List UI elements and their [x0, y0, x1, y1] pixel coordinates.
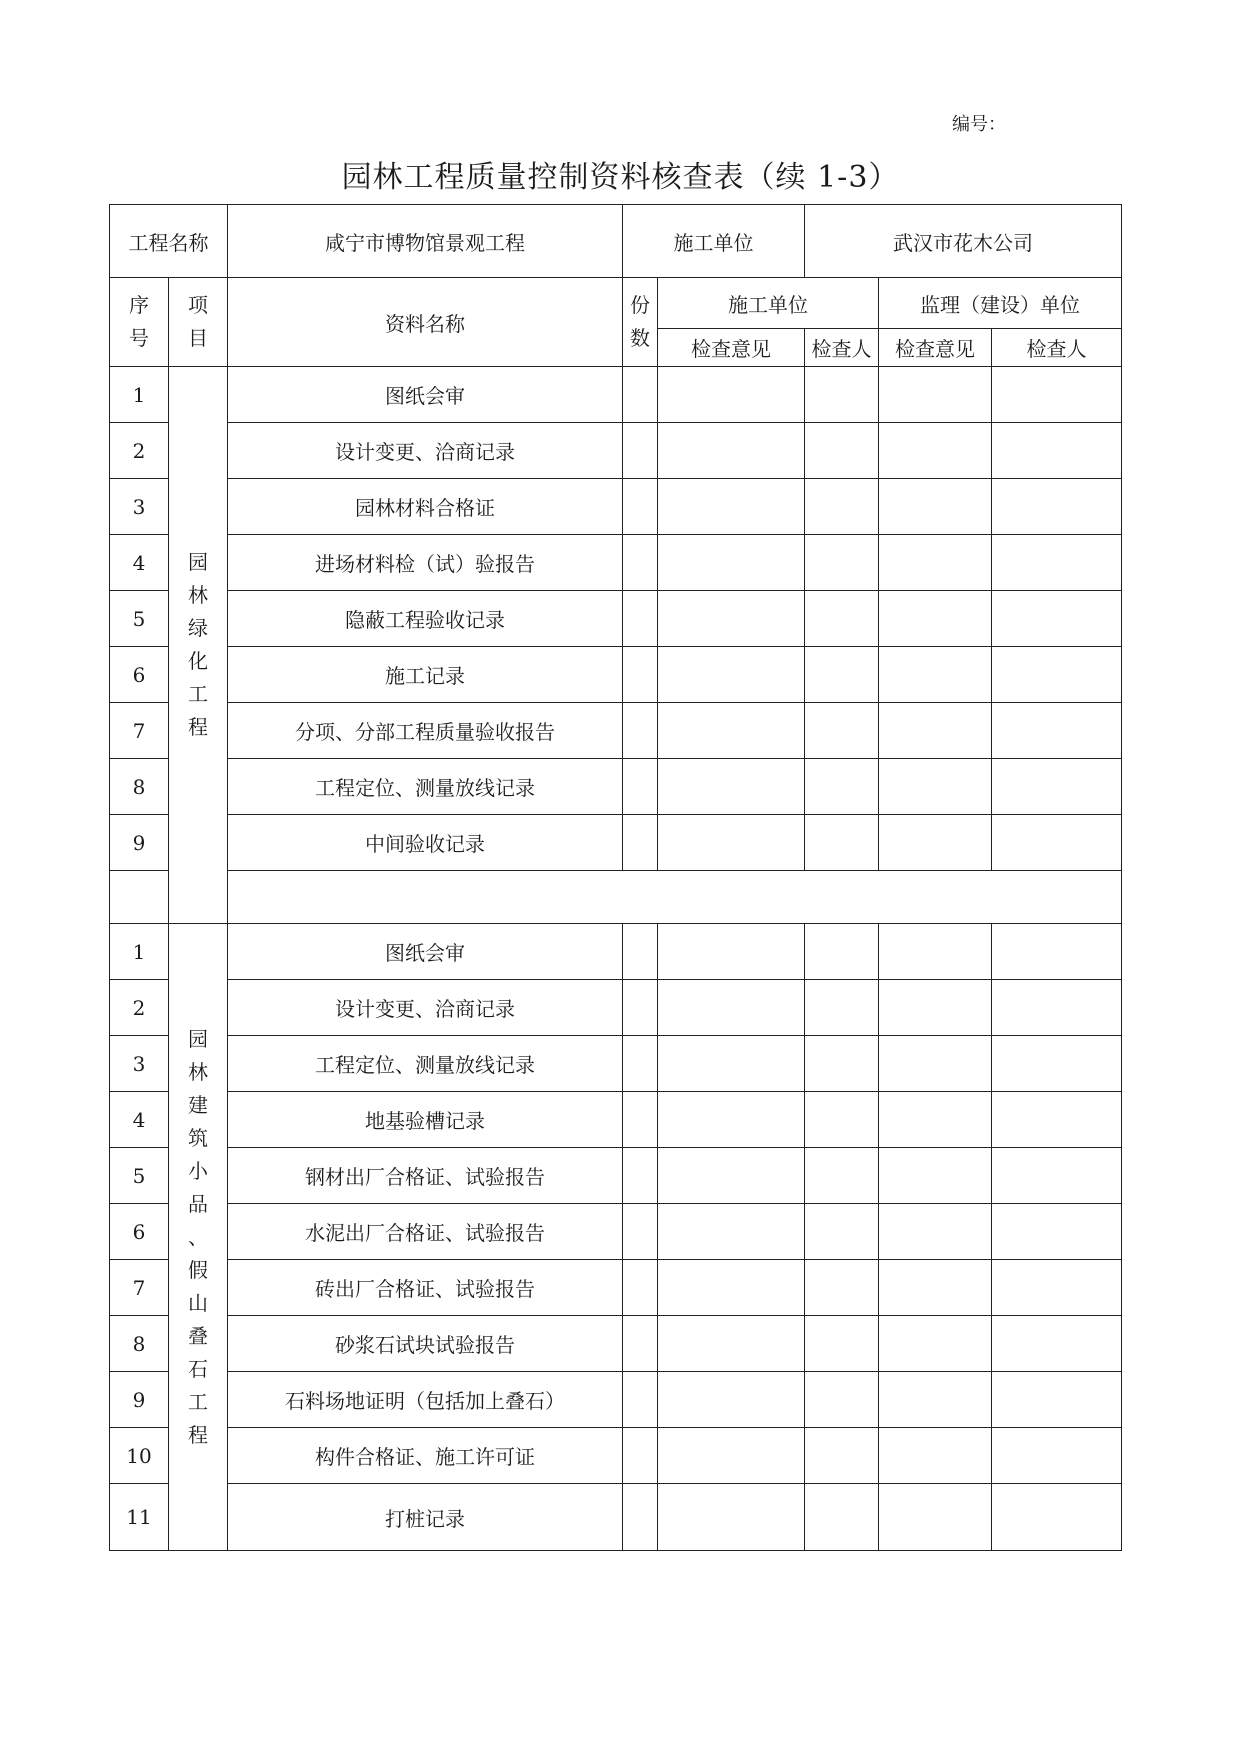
contractor-checker-cell [805, 1036, 879, 1092]
contractor-checker-cell [805, 1260, 879, 1316]
section-label-char: 园 [188, 1026, 208, 1051]
copies-header [623, 278, 658, 367]
row-number: 7 [110, 703, 169, 759]
row-number: 2 [110, 980, 169, 1036]
copies-cell [623, 367, 658, 423]
row-number: 5 [110, 1148, 169, 1204]
supervisor-opinion-cell [879, 1036, 992, 1092]
supervisor-checker-cell [992, 703, 1122, 759]
supervisor-unit-header: 监理（建设）单位 [879, 278, 1122, 329]
supervisor-checker-cell [992, 815, 1122, 871]
doc-name-cell: 砂浆石试块试验报告 [228, 1316, 623, 1372]
contractor-checker-cell [805, 1372, 879, 1428]
table-row [110, 924, 1122, 980]
doc-name-cell: 钢材出厂合格证、试验报告 [228, 1148, 623, 1204]
table-row [110, 1036, 1122, 1092]
contractor-opinion-cell [658, 924, 805, 980]
contractor-label: 施工单位 [623, 205, 805, 278]
supervisor-opinion-cell [879, 1428, 992, 1484]
copies-cell [623, 423, 658, 479]
table-row [110, 367, 1122, 423]
table-row [110, 591, 1122, 647]
section-label-char: 工 [188, 682, 208, 706]
contractor-opinion-cell [658, 1316, 805, 1372]
table-row [110, 1316, 1122, 1372]
serial-number-label: 编号： [952, 114, 1006, 135]
copies-cell [623, 1204, 658, 1260]
contractor-checker-cell [805, 1092, 879, 1148]
supervisor-opinion-cell [879, 647, 992, 703]
supervisor-checker-cell [992, 924, 1122, 980]
contractor-opinion-cell [658, 479, 805, 535]
contractor-checker-cell [805, 759, 879, 815]
table-row [110, 759, 1122, 815]
seq-header [110, 278, 169, 367]
doc-name-cell: 分项、分部工程质量验收报告 [228, 703, 623, 759]
row-number: 5 [110, 591, 169, 647]
table-row [110, 815, 1122, 871]
item-header-char: 项 [188, 293, 208, 317]
contractor-opinion-cell [658, 1148, 805, 1204]
supervisor-checker-cell [992, 1316, 1122, 1372]
contractor-checker-cell [805, 1316, 879, 1372]
row-number: 9 [110, 815, 169, 871]
doc-name-cell: 打桩记录 [228, 1484, 623, 1551]
doc-name-cell: 施工记录 [228, 647, 623, 703]
section-label-char: 程 [188, 1422, 208, 1447]
row-number: 8 [110, 1316, 169, 1372]
supervisor-opinion-cell [879, 367, 992, 423]
contractor-checker-cell [805, 1428, 879, 1484]
row-number: 6 [110, 647, 169, 703]
copies-header-char: 份 [630, 293, 650, 317]
contractor-checker-cell [805, 591, 879, 647]
copies-cell [623, 924, 658, 980]
table-row [110, 479, 1122, 535]
section-label-char: 工 [188, 1389, 208, 1414]
copies-cell [623, 980, 658, 1036]
copies-header-char: 数 [630, 326, 650, 350]
blank-row [110, 871, 1122, 924]
row-number: 9 [110, 1372, 169, 1428]
table-row [110, 1372, 1122, 1428]
section-label-char: 程 [188, 715, 208, 739]
section-label-char: 品 [188, 1191, 208, 1216]
supervisor-opinion-cell [879, 591, 992, 647]
supervisor-checker-cell [992, 1036, 1122, 1092]
contractor-opinion-cell [658, 703, 805, 759]
supervisor-checker-cell [992, 423, 1122, 479]
section-label-char: 小 [188, 1158, 208, 1183]
supervisor-checker-cell [992, 535, 1122, 591]
supervisor-opinion-cell [879, 479, 992, 535]
seq-header-char: 序 [129, 293, 149, 317]
row-number: 3 [110, 479, 169, 535]
contractor-unit-header: 施工单位 [658, 278, 879, 329]
checker-header: 检查人 [805, 329, 879, 367]
seq-header-char: 号 [129, 326, 149, 350]
supervisor-checker-cell [992, 1260, 1122, 1316]
contractor-opinion-cell [658, 1428, 805, 1484]
supervisor-checker-cell [992, 759, 1122, 815]
contractor-checker-cell [805, 1148, 879, 1204]
table-row [110, 1260, 1122, 1316]
copies-cell [623, 1316, 658, 1372]
doc-name-cell: 进场材料检（试）验报告 [228, 535, 623, 591]
contractor-opinion-cell [658, 759, 805, 815]
doc-name-cell: 砖出厂合格证、试验报告 [228, 1260, 623, 1316]
table-row [110, 1204, 1122, 1260]
contractor-opinion-cell [658, 423, 805, 479]
supervisor-checker-cell [992, 591, 1122, 647]
doc-name-cell: 石料场地证明（包括加上叠石） [228, 1372, 623, 1428]
row-number: 4 [110, 1092, 169, 1148]
contractor-opinion-cell [658, 1372, 805, 1428]
check-opinion-header: 检查意见 [658, 329, 805, 367]
section-label-char: 建 [188, 1092, 208, 1117]
section-label [169, 924, 228, 1551]
contractor-opinion-cell [658, 1036, 805, 1092]
doc-name-cell: 工程定位、测量放线记录 [228, 759, 623, 815]
supervisor-opinion-cell [879, 1092, 992, 1148]
contractor-opinion-cell [658, 980, 805, 1036]
copies-cell [623, 1484, 658, 1551]
supervisor-checker-cell [992, 980, 1122, 1036]
quality-check-table [109, 204, 1122, 1551]
row-number: 10 [110, 1428, 169, 1484]
contractor-checker-cell [805, 1204, 879, 1260]
supervisor-checker-cell [992, 1092, 1122, 1148]
doc-name-cell: 水泥出厂合格证、试验报告 [228, 1204, 623, 1260]
supervisor-opinion-cell [879, 815, 992, 871]
supervisor-opinion-cell [879, 703, 992, 759]
copies-cell [623, 1428, 658, 1484]
table-row [110, 423, 1122, 479]
supervisor-checker-cell [992, 1372, 1122, 1428]
row-number: 8 [110, 759, 169, 815]
section-label [169, 367, 228, 924]
copies-cell [623, 1092, 658, 1148]
section-label-char: 林 [188, 583, 208, 607]
contractor-opinion-cell [658, 1260, 805, 1316]
supervisor-checker-cell [992, 1204, 1122, 1260]
copies-cell [623, 647, 658, 703]
row-number: 3 [110, 1036, 169, 1092]
supervisor-opinion-cell [879, 535, 992, 591]
item-header-char: 目 [188, 326, 208, 350]
contractor-checker-cell [805, 924, 879, 980]
section-label-char: 筑 [188, 1125, 208, 1150]
section-label-char: 林 [188, 1059, 208, 1084]
supervisor-checker-cell [992, 1428, 1122, 1484]
doc-name-cell: 图纸会审 [228, 924, 623, 980]
row-number: 1 [110, 924, 169, 980]
column-header-row [110, 278, 1122, 329]
supervisor-opinion-cell [879, 980, 992, 1036]
contractor-opinion-cell [658, 591, 805, 647]
copies-cell [623, 759, 658, 815]
row-number: 6 [110, 1204, 169, 1260]
doc-name-cell: 设计变更、洽商记录 [228, 423, 623, 479]
doc-name-cell: 工程定位、测量放线记录 [228, 1036, 623, 1092]
contractor-checker-cell [805, 479, 879, 535]
supervisor-opinion-cell [879, 1484, 992, 1551]
contractor-opinion-cell [658, 1204, 805, 1260]
row-number: 1 [110, 367, 169, 423]
section-label-char: 叠 [188, 1323, 208, 1348]
page-title: 园林工程质量控制资料核查表（续 1-3） [341, 160, 900, 195]
contractor-opinion-cell [658, 1092, 805, 1148]
contractor-checker-cell [805, 647, 879, 703]
copies-cell [623, 1260, 658, 1316]
doc-name-cell: 构件合格证、施工许可证 [228, 1428, 623, 1484]
section-label-char: 山 [188, 1290, 208, 1315]
contractor-opinion-cell [658, 1484, 805, 1551]
contractor-checker-cell [805, 423, 879, 479]
supervisor-opinion-cell [879, 924, 992, 980]
item-header [169, 278, 228, 367]
copies-cell [623, 1036, 658, 1092]
contractor-checker-cell [805, 815, 879, 871]
section-label-char: 、 [188, 1224, 208, 1249]
supervisor-checker-cell [992, 1148, 1122, 1204]
contractor-checker-cell [805, 980, 879, 1036]
supervisor-opinion-cell [879, 1148, 992, 1204]
row-number: 7 [110, 1260, 169, 1316]
supervisor-opinion-cell [879, 1204, 992, 1260]
copies-cell [623, 591, 658, 647]
doc-name-cell: 图纸会审 [228, 367, 623, 423]
copies-cell [623, 1372, 658, 1428]
table-row [110, 1092, 1122, 1148]
section-label-char: 假 [188, 1257, 208, 1282]
contractor-checker-cell [805, 535, 879, 591]
section-label-char: 绿 [188, 616, 208, 640]
project-info-row [110, 205, 1122, 278]
supervisor-opinion-cell [879, 759, 992, 815]
doc-name-cell: 设计变更、洽商记录 [228, 980, 623, 1036]
contractor-opinion-cell [658, 367, 805, 423]
copies-cell [623, 479, 658, 535]
table-row [110, 1428, 1122, 1484]
table-row [110, 980, 1122, 1036]
blank-number-cell [110, 871, 169, 924]
supervisor-checker-cell [992, 1484, 1122, 1551]
doc-name-cell: 中间验收记录 [228, 815, 623, 871]
copies-cell [623, 815, 658, 871]
copies-cell [623, 535, 658, 591]
doc-name-cell: 隐蔽工程验收记录 [228, 591, 623, 647]
supervisor-checker-cell [992, 367, 1122, 423]
contractor-opinion-cell [658, 815, 805, 871]
contractor-opinion-cell [658, 647, 805, 703]
blank-content-cell [228, 871, 1122, 924]
contractor-checker-cell [805, 367, 879, 423]
contractor-value: 武汉市花木公司 [805, 205, 1122, 278]
table-row [110, 647, 1122, 703]
table-row [110, 1484, 1122, 1551]
section-label-char: 化 [188, 649, 208, 673]
row-number: 4 [110, 535, 169, 591]
contractor-checker-cell [805, 703, 879, 759]
row-number: 2 [110, 423, 169, 479]
section-label-char: 石 [188, 1356, 208, 1381]
supervisor-opinion-cell [879, 423, 992, 479]
section-label-char: 园 [188, 550, 208, 574]
project-name-value: 咸宁市博物馆景观工程 [228, 205, 623, 278]
supervisor-opinion-cell [879, 1372, 992, 1428]
check-opinion-header: 检查意见 [879, 329, 992, 367]
copies-cell [623, 703, 658, 759]
table-row [110, 703, 1122, 759]
contractor-opinion-cell [658, 535, 805, 591]
table-row [110, 535, 1122, 591]
doc-name-cell: 园林材料合格证 [228, 479, 623, 535]
checker-header: 检查人 [992, 329, 1122, 367]
project-name-label: 工程名称 [110, 205, 228, 278]
supervisor-checker-cell [992, 479, 1122, 535]
doc-name-cell: 地基验槽记录 [228, 1092, 623, 1148]
contractor-checker-cell [805, 1484, 879, 1551]
supervisor-opinion-cell [879, 1260, 992, 1316]
doc-name-header: 资料名称 [228, 278, 623, 367]
supervisor-opinion-cell [879, 1316, 992, 1372]
copies-cell [623, 1148, 658, 1204]
table-row [110, 1148, 1122, 1204]
supervisor-checker-cell [992, 647, 1122, 703]
row-number: 11 [110, 1484, 169, 1551]
